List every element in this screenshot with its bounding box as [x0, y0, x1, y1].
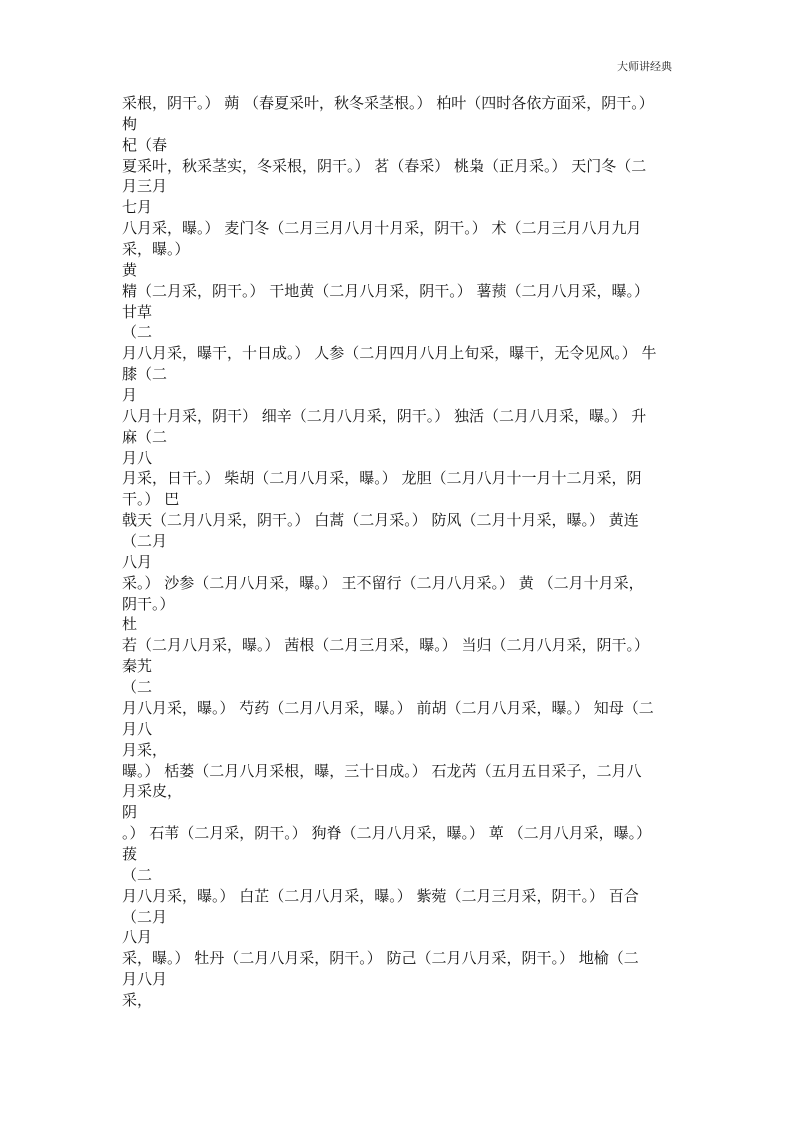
- text-line: 八月十月采，阴干） 细辛（二月八月采，阴干。） 独活（二月八月采，曝。） 升: [122, 406, 647, 425]
- document-body: [122, 93, 682, 1011]
- text-line: 戟天（二月八月采，阴干。） 白蒿（二月采。） 防风（二月十月采，曝。） 黄连: [122, 511, 639, 530]
- text-line: 月采皮，: [122, 782, 183, 801]
- text-line: 月三月: [122, 177, 168, 196]
- text-line: （二: [122, 678, 153, 697]
- text-line: 甘草: [122, 302, 153, 321]
- text-line: 精（二月采，阴干。） 干地黄（二月八月采，阴干。） 薯蓣（二月八月采，曝。）: [122, 281, 650, 300]
- text-line: 八月: [122, 928, 153, 947]
- text-line: 七月: [122, 198, 153, 217]
- text-line: 麻（二: [122, 427, 168, 446]
- page-header: 大师讲经典: [617, 60, 672, 73]
- text-line: 月: [122, 386, 138, 405]
- text-line: 黄: [122, 260, 138, 279]
- text-line: 采，: [122, 990, 153, 1009]
- text-line: 阴: [122, 803, 138, 822]
- text-line: 月八月采，曝干，十日成。） 人参（二月四月八月上旬采，曝干，无令见风。） 牛: [122, 344, 657, 363]
- text-line: 菝: [122, 844, 138, 863]
- text-line: 采根，阴干。） 蒴 （春夏采叶，秋冬采茎根。） 柏叶（四时各依方面采，阴干。）: [122, 94, 654, 112]
- text-line: 若（二月八月采，曝。） 茜根（二月三月采，曝。） 当归（二月八月采，阴干。）: [122, 636, 650, 655]
- text-line: 月八月采，曝。） 芍药（二月八月采，曝。） 前胡（二月八月采，曝。） 知母（二: [122, 698, 654, 717]
- text-line: 采。） 沙参（二月八月采，曝。） 王不留行（二月八月采。） 黄 （二月十月采，: [122, 573, 644, 592]
- text-line: 膝（二: [122, 365, 168, 384]
- text-line: 月采，: [122, 740, 168, 759]
- text-line: 阴干。）: [122, 594, 175, 613]
- text-line: 杜: [122, 615, 138, 634]
- text-line: 。） 石苇（二月采，阴干。） 狗脊（二月八月采，曝。） 萆 （二月八月采，曝。）: [122, 824, 652, 843]
- text-line: 采，曝。）: [122, 240, 190, 259]
- text-line: 秦艽: [122, 657, 153, 676]
- text-line: 月八: [122, 719, 153, 738]
- text-line: 八月: [122, 552, 153, 571]
- text-line: 月采，日干。） 柴胡（二月八月采，曝。） 龙胆（二月八月十一月十二月采，阴: [122, 469, 642, 488]
- text-line: 采，曝。） 牡丹（二月八月采，阴干。） 防己（二月八月采，阴干。） 地榆（二: [122, 949, 639, 968]
- text-line: 月八: [122, 448, 153, 467]
- text-line: 八月采，曝。） 麦门冬（二月三月八月十月采，阴干。） 术（二月三月八月九月: [122, 219, 642, 238]
- text-line: （二: [122, 865, 153, 884]
- text-line: 月八月采，曝。） 白芷（二月八月采，曝。） 紫菀（二月三月采，阴干。） 百合: [122, 886, 639, 905]
- text-line: 杞（春: [122, 135, 168, 154]
- text-line: 月八月: [122, 970, 168, 989]
- text-line: 曝。） 栝蒌（二月八月采根，曝，三十日成。） 石龙芮（五月五日采子，二月八: [122, 761, 642, 780]
- text-line: （二: [122, 323, 153, 342]
- text-line: 枸: [122, 114, 138, 133]
- text-line: 夏采叶，秋采茎实，冬采根，阴干。） 茗（春采） 桃枭（正月采。） 天门冬（二: [122, 156, 647, 175]
- text-line: （二月: [122, 532, 168, 551]
- text-line: （二月: [122, 907, 168, 926]
- text-line: 干。） 巴: [122, 490, 180, 509]
